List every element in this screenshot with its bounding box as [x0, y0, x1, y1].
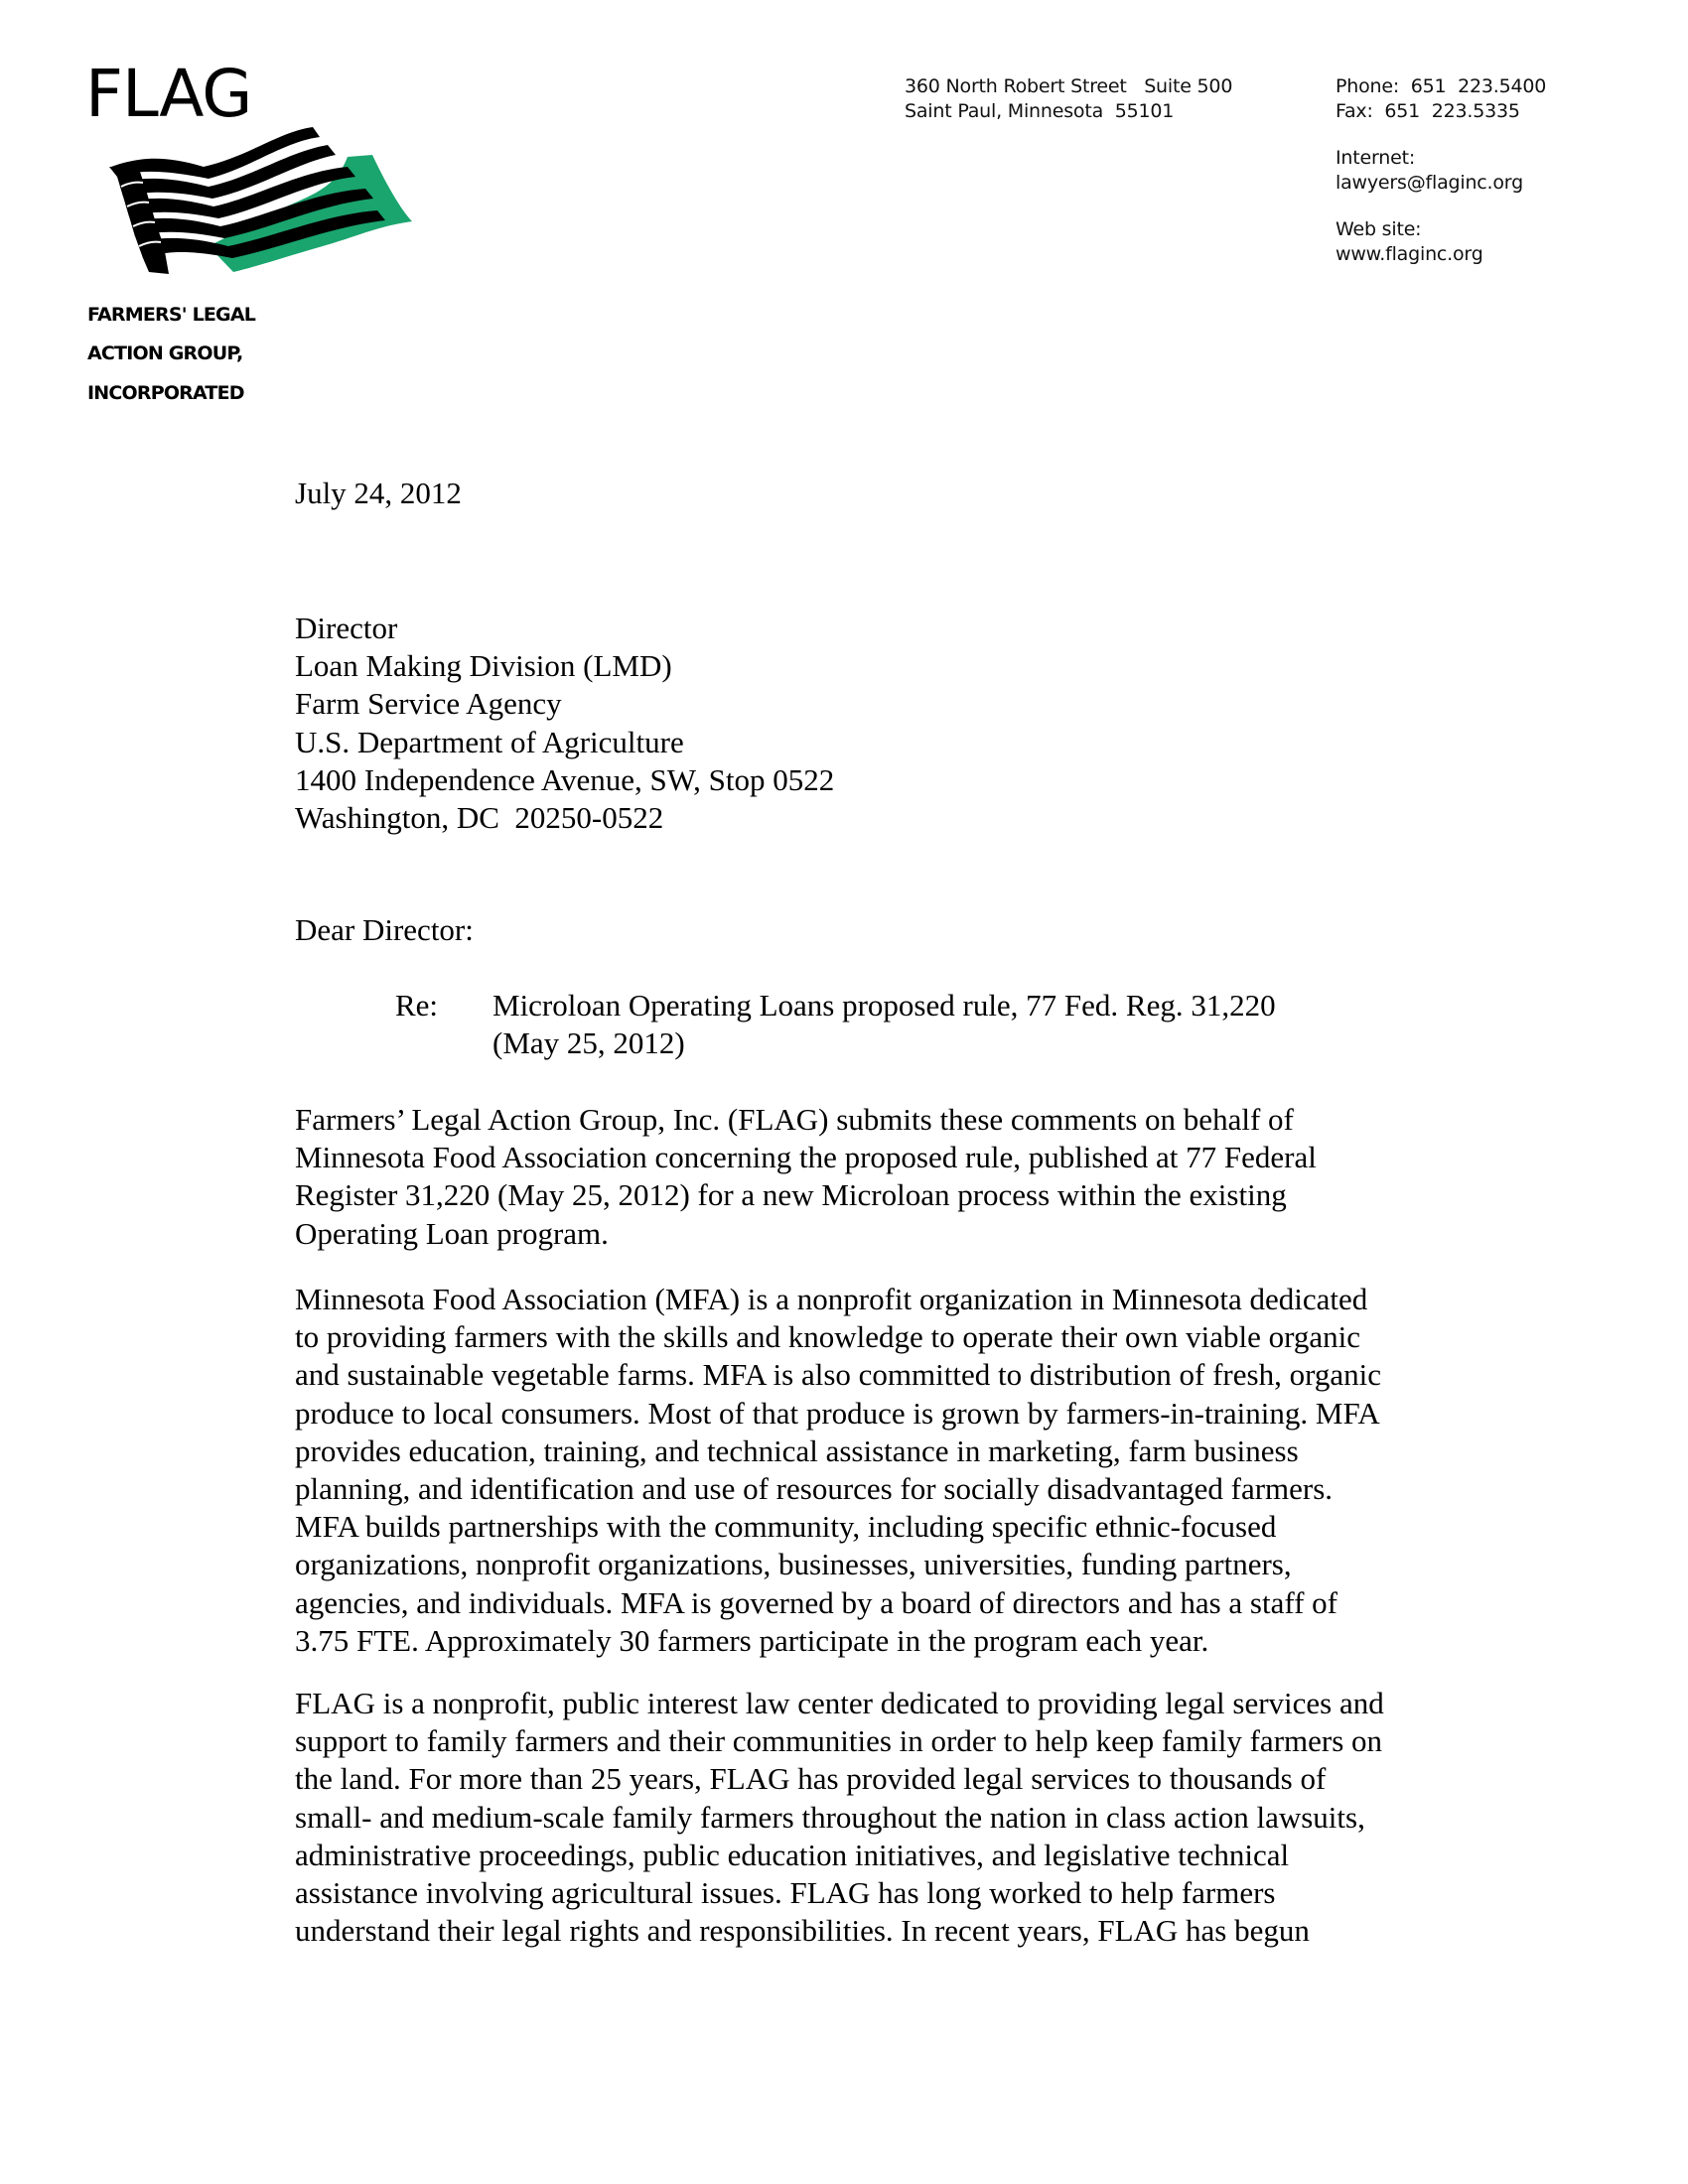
fax-label: Fax: — [1336, 100, 1373, 122]
paragraph-line: Farmers’ Legal Action Group, Inc. (FLAG) submits these comments on behalf of — [295, 1102, 1294, 1137]
salutation: Dear Director: — [295, 912, 474, 947]
paragraph-line: small- and medium-scale family farmers throughout the nation in class action lawsuits, — [295, 1799, 1365, 1835]
recipient-line: U.S. Department of Agriculture — [295, 724, 684, 759]
org-name-line-3: INCORPORATED — [87, 382, 244, 404]
flag-logo-icon — [109, 127, 412, 274]
fax-number: 651 223.5335 — [1384, 100, 1520, 122]
street-address: 360 North Robert Street — [905, 75, 1127, 97]
recipient-line: Washington, DC 20250-0522 — [295, 800, 664, 836]
suite-number: Suite 500 — [1144, 75, 1233, 97]
body-paragraph-1 — [295, 1101, 1462, 1253]
paragraph-line: agencies, and individuals. MFA is governed by a board of directors and has a staff of — [295, 1584, 1338, 1620]
paragraph-line: the land. For more than 25 years, FLAG has provided legal services to thousands of — [295, 1761, 1327, 1797]
paragraph-line: understand their legal rights and responsibilities. In recent years, FLAG has begun — [295, 1913, 1310, 1949]
paragraph-line: FLAG is a nonprofit, public interest law center dedicated to providing legal services and — [295, 1686, 1384, 1720]
paragraph-line: assistance involving agricultural issues. FLAG has long worked to help farmers — [295, 1875, 1276, 1911]
recipient-line: Director — [295, 611, 398, 645]
letter-date: July 24, 2012 — [295, 476, 462, 510]
org-name-line-2: ACTION GROUP, — [87, 342, 243, 364]
recipient-line: 1400 Independence Avenue, SW, Stop 0522 — [295, 761, 835, 797]
paragraph-line: produce to local consumers. Most of that produce is grown by farmers-in-training. MFA — [295, 1395, 1380, 1431]
paragraph-line: planning, and identification and use of resources for socially disadvantaged farmers. — [295, 1471, 1334, 1507]
zip-code: 55101 — [1114, 100, 1175, 122]
paragraph-line: organizations, nonprofit organizations, businesses, universities, funding partners, — [295, 1547, 1292, 1582]
re-subject-line: (May 25, 2012) — [492, 1025, 685, 1061]
recipient-line: Loan Making Division (LMD) — [295, 648, 672, 684]
re-subject — [492, 987, 1276, 1062]
body-paragraph-3 — [295, 1685, 1462, 1950]
paragraph-line: Minnesota Food Association concerning the proposed rule, published at 77 Federal — [295, 1140, 1317, 1175]
website-link[interactable]: www.flaginc.org — [1336, 243, 1483, 265]
paragraph-line: Operating Loan program. — [295, 1215, 609, 1251]
paragraph-line: administrative proceedings, public education initiatives, and legislative technical — [295, 1837, 1290, 1872]
website-label: Web site: — [1336, 218, 1422, 240]
paragraph-line: to providing farmers with the skills and knowledge to operate their own viable organic — [295, 1319, 1360, 1355]
recipient-line: Farm Service Agency — [295, 686, 562, 722]
phone-label: Phone: — [1336, 75, 1400, 97]
city-state: Saint Paul, Minnesota — [905, 100, 1104, 122]
re-label: Re: — [395, 988, 439, 1023]
phone-line — [1336, 73, 1546, 99]
body-paragraph-2 — [295, 1281, 1462, 1660]
paragraph-line: support to family farmers and their communities in order to help keep family farmers on — [295, 1723, 1383, 1759]
letterhead-address-line-2 — [905, 98, 1174, 124]
fax-line — [1336, 98, 1520, 124]
paragraph-line: MFA builds partnerships with the community, including specific ethnic-focused — [295, 1509, 1277, 1545]
recipient-address-block — [295, 610, 834, 837]
paragraph-line: provides education, training, and technical assistance in marketing, farm business — [295, 1433, 1299, 1468]
re-subject-line: Microloan Operating Loans proposed rule, 77 Fed. Reg. 31,220 — [492, 988, 1276, 1023]
email-link[interactable]: lawyers@flaginc.org — [1336, 172, 1523, 194]
phone-number: 651 223.5400 — [1410, 75, 1547, 97]
paragraph-line: Register 31,220 (May 25, 2012) for a new Microloan process within the existing — [295, 1177, 1287, 1213]
paragraph-line: 3.75 FTE. Approximately 30 farmers participate in the program each year. — [295, 1622, 1209, 1658]
paragraph-line: Minnesota Food Association (MFA) is a nonprofit organization in Minnesota dedicated — [295, 1282, 1368, 1316]
flag-logo-wordmark: FLAG — [85, 56, 252, 132]
org-name-line-1: FARMERS' LEGAL — [87, 304, 256, 326]
paragraph-line: and sustainable vegetable farms. MFA is also committed to distribution of fresh, organic — [295, 1357, 1381, 1393]
internet-label: Internet: — [1336, 147, 1416, 169]
letterhead-address-line-1 — [905, 73, 1232, 99]
